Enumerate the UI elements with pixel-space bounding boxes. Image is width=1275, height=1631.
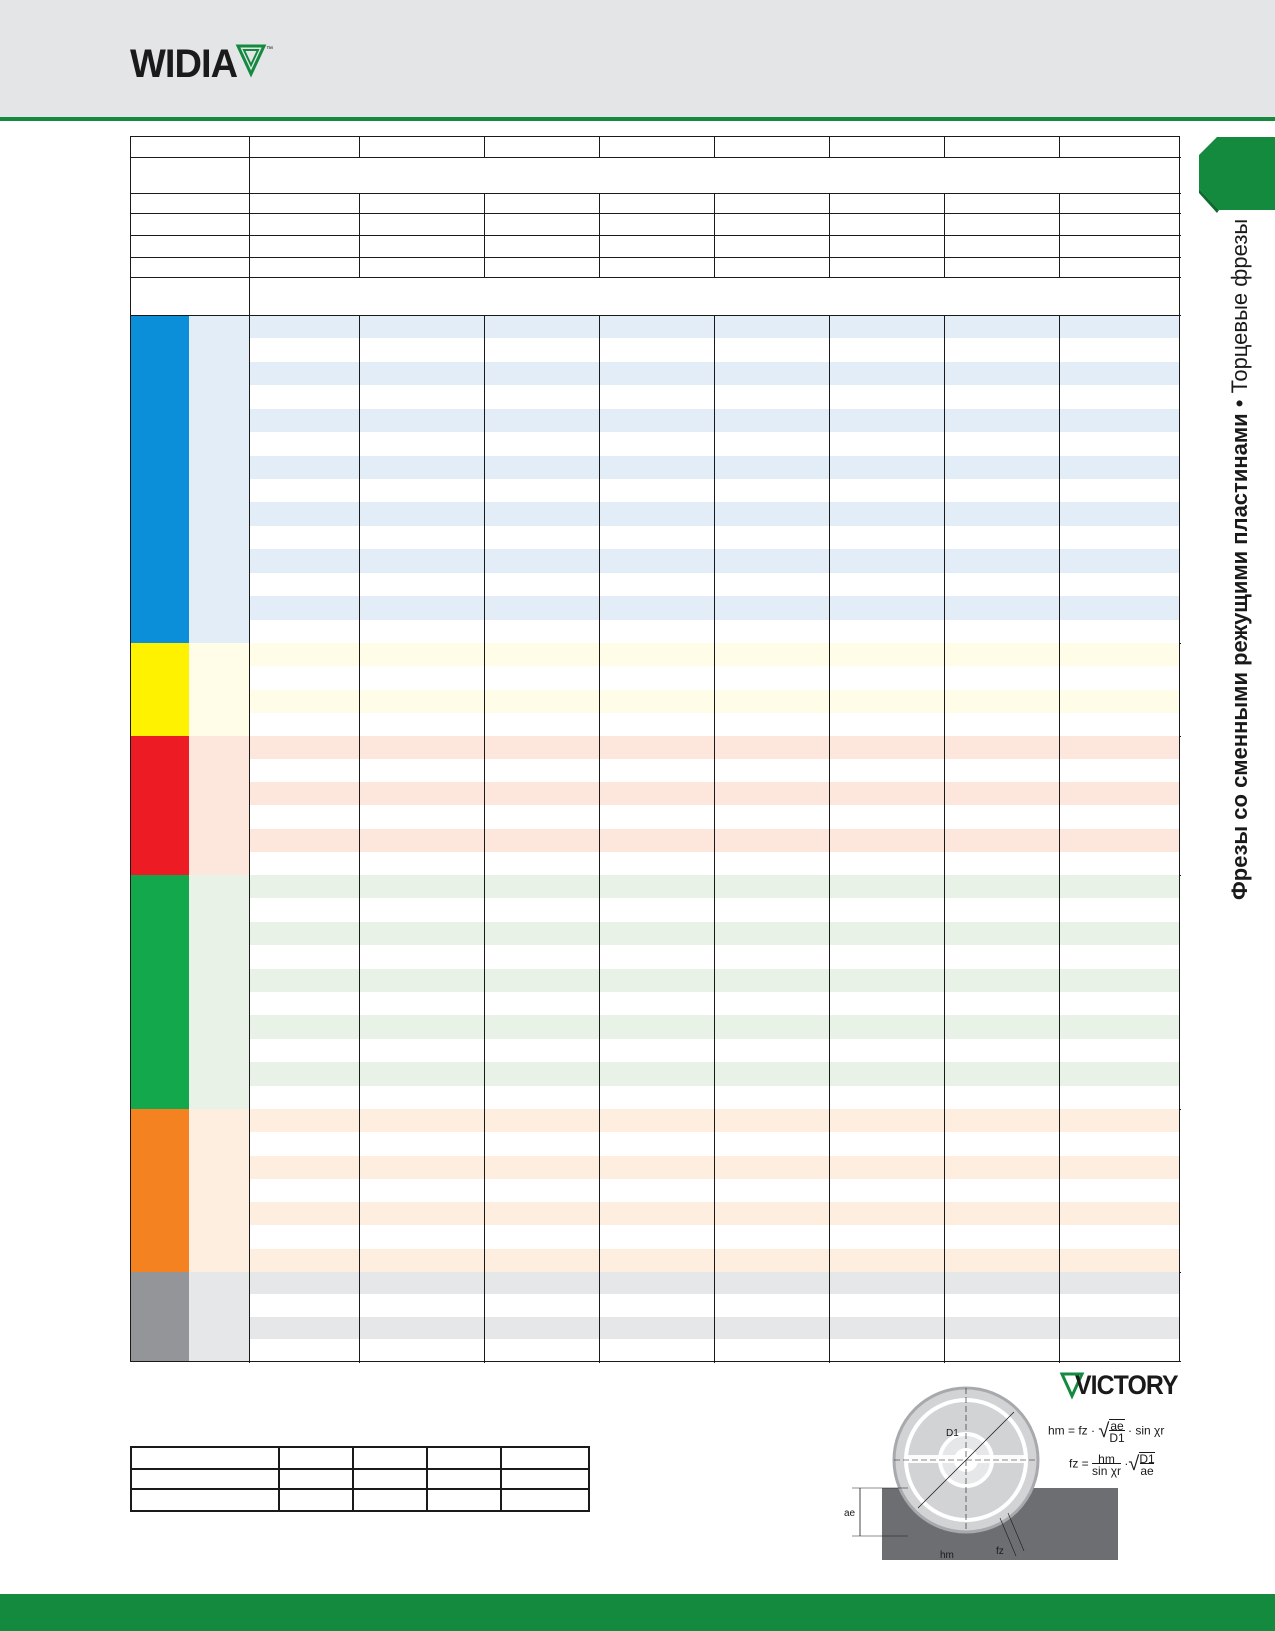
material-group-band (131, 875, 189, 1109)
column-rule (944, 137, 945, 157)
column-rule (714, 193, 715, 277)
victory-wordmark: VICTORY (1075, 1370, 1178, 1400)
formula-fz-num: D1 (1139, 1452, 1155, 1466)
formula-fz-lhs: fz = (1069, 1456, 1089, 1471)
fz-label: fz (996, 1546, 1004, 1557)
column-rule (359, 315, 360, 1363)
column-rule (359, 137, 360, 157)
column-rule (1059, 193, 1060, 277)
column-rule (484, 315, 485, 1363)
column-rule (829, 193, 830, 277)
widia-triangle-icon (236, 40, 266, 76)
material-group-tint (189, 643, 249, 736)
column-rule (249, 137, 250, 1363)
column-rule (599, 137, 600, 157)
column-rule (484, 137, 485, 157)
formula-hm-lhs: hm = fz · (1048, 1423, 1096, 1438)
formula-hm: hm = fz · $√\frac{ae}{D1} \cdot \sin \chi r$ (1048, 1419, 1165, 1445)
aux-table-rule (132, 1488, 588, 1490)
material-group-tint (189, 1272, 249, 1361)
material-group-band (131, 1109, 189, 1272)
cutting-data-table (130, 136, 1180, 1362)
formula-fz-frac-den: sin χr (1092, 1463, 1121, 1478)
header-rule (0, 117, 1275, 121)
aux-table-rule (132, 1468, 588, 1470)
header-rule-line (131, 157, 1181, 158)
hm-label: hm (940, 1550, 954, 1561)
header-rule-line (131, 193, 1181, 194)
caption-light: Торцевые фрезы (1227, 218, 1252, 394)
aux-table-rule (426, 1448, 428, 1510)
column-rule (944, 193, 945, 277)
column-rule (359, 193, 360, 277)
vertical-section-caption (1218, 200, 1262, 900)
formula-hm-tail: · sin χr (1128, 1423, 1165, 1438)
caption-separator: • (1227, 393, 1252, 414)
material-group-band (131, 1272, 189, 1361)
formula-hm-num: ae (1110, 1419, 1124, 1433)
caption-bold: Фрезы со сменными режущими пластинами (1227, 413, 1252, 900)
auxiliary-table (130, 1446, 590, 1512)
column-rule (1059, 315, 1060, 1363)
column-rule (829, 315, 830, 1363)
material-group-tint (189, 736, 249, 875)
column-rule (944, 315, 945, 1363)
material-group-tint (189, 1109, 249, 1272)
header-rule-line (131, 213, 1181, 214)
aux-table-rule (278, 1448, 280, 1510)
page-footer-band (0, 1594, 1275, 1631)
header-rule-line (131, 277, 1181, 278)
formula-fz: fz = $\frac{hm}{\text{sin χr}} \cdot√\frac{D1}{ae}$ (1069, 1451, 1155, 1478)
formula-hm-den: D1 (1109, 1431, 1125, 1445)
logo-wordmark: WIDIA (130, 42, 238, 86)
material-group-band (131, 736, 189, 875)
column-rule (599, 315, 600, 1363)
formula-fz-frac-num: hm (1098, 1451, 1115, 1466)
ae-label: ae (844, 1508, 856, 1519)
material-group-band (131, 315, 189, 643)
material-group-band (131, 643, 189, 736)
column-rule (714, 137, 715, 157)
column-rule (484, 193, 485, 277)
column-rule (599, 193, 600, 277)
header-rule-line (131, 235, 1181, 236)
header-rule-line (131, 257, 1181, 258)
formula-fz-den: ae (1140, 1464, 1154, 1478)
material-group-tint (189, 315, 249, 643)
column-rule (829, 137, 830, 157)
group-rule (131, 1361, 1181, 1362)
d1-label: D1 (946, 1428, 959, 1439)
column-rule (1059, 137, 1060, 157)
aux-table-rule (500, 1448, 502, 1510)
aux-table-rule (352, 1448, 354, 1510)
trademark-symbol: ™ (266, 46, 273, 53)
material-group-tint (189, 875, 249, 1109)
page-header (0, 0, 1275, 117)
header-rule-line (131, 315, 1181, 316)
column-rule (714, 315, 715, 1363)
